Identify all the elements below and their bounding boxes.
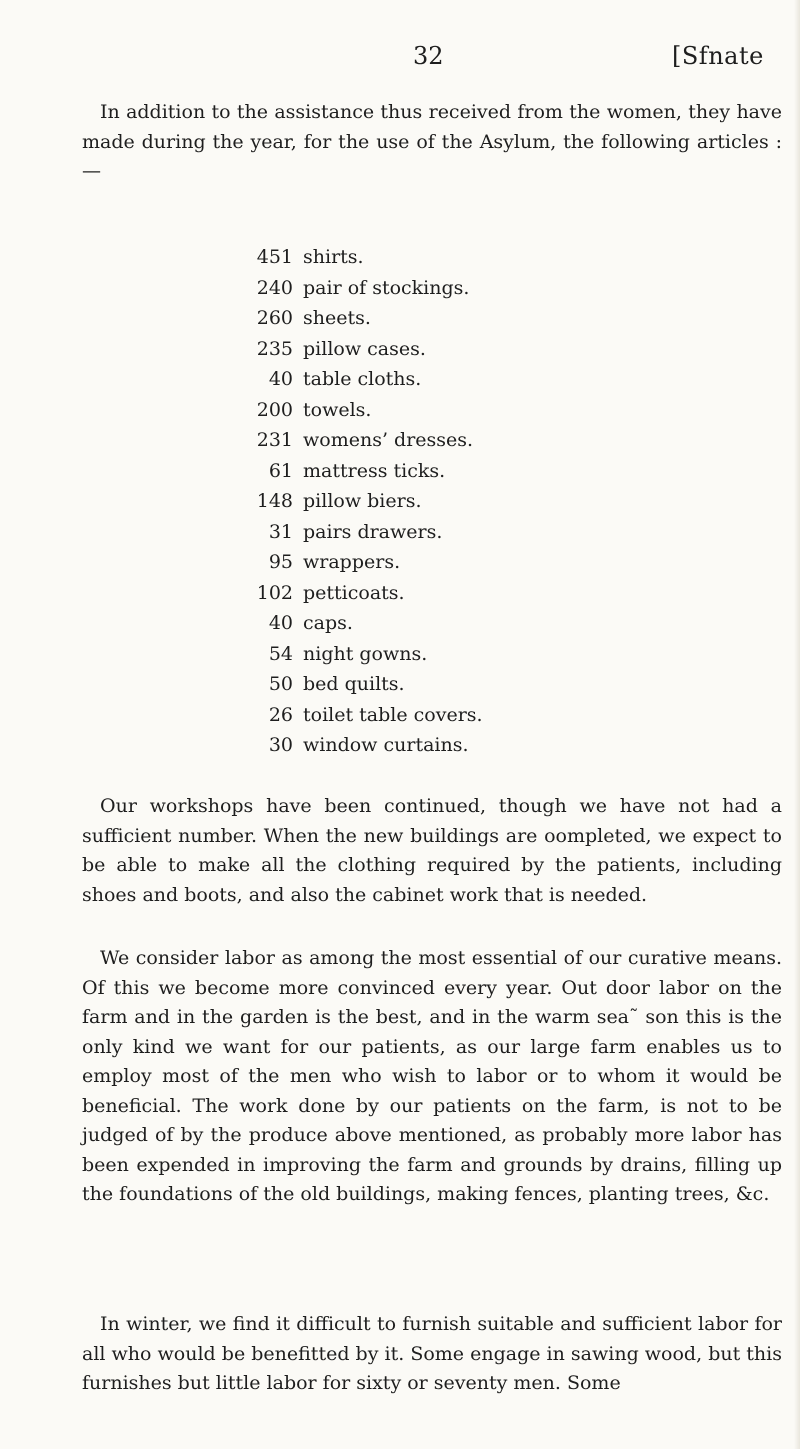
article-name: shirts. [303, 246, 364, 268]
article-name: bed quilts. [303, 673, 405, 695]
article-quantity: 148 [256, 490, 293, 512]
article-item [245, 700, 483, 731]
article-quantity: 40 [268, 612, 293, 634]
article-item [245, 517, 483, 548]
article-quantity: 102 [256, 581, 293, 604]
article-item [245, 334, 483, 365]
article-name: towels. [303, 398, 372, 421]
article-name: mattress ticks. [303, 459, 446, 482]
article-item [245, 303, 483, 334]
article-quantity: 200 [256, 398, 293, 421]
article-name: pairs drawers. [303, 520, 443, 543]
article-item [245, 547, 483, 578]
article-name: sheets. [303, 307, 371, 329]
article-name: toilet table covers. [303, 703, 483, 726]
article-quantity: 451 [256, 246, 293, 268]
article-quantity: 95 [268, 551, 293, 573]
article-item [245, 242, 483, 273]
article-name: caps. [303, 612, 353, 634]
article-item [245, 486, 483, 517]
intro-paragraph: In addition to the assistance thus received from the women, they have made during the year, for the use of the Asylum, the following articles :— [82, 101, 782, 182]
winter-paragraph: In winter, we find it difficult to furnish suitable and sufficient labor for all who would be benefitted by it. Some engage in sawing wood, but this furnishes but little labor for sixty or seventy men. Some [82, 1313, 782, 1394]
page-number: 32 [413, 42, 444, 70]
article-item [245, 578, 483, 609]
article-item [245, 608, 483, 639]
article-quantity: 61 [268, 459, 293, 482]
article-quantity: 50 [268, 673, 293, 695]
articles-list [245, 242, 483, 761]
article-item [245, 669, 483, 700]
article-quantity: 40 [268, 368, 293, 390]
page-header [0, 42, 800, 82]
article-name: night gowns. [303, 642, 428, 665]
article-item [245, 456, 483, 487]
article-quantity: 54 [268, 642, 293, 665]
article-item [245, 364, 483, 395]
article-name: pillow biers. [303, 490, 422, 512]
article-quantity: 31 [268, 520, 293, 543]
article-name: petticoats. [303, 581, 405, 604]
labor-paragraph: We consider labor as among the most essential of our curative means. Of this we become more convinced every year. Out door labor on the farm and in the garden is the best, and in the warm sea˜ son this is the only kind we want for our patients, as our large farm enables us to employ most of the men who wish to labor or to whom it would be beneficial. The work done by our patients on the farm, is not to be judged of by the produce above mentioned, as probably more labor has been expended in improving the farm and grounds by drains, filling up the foundations of the old buildings, making fences, planting trees, &c. [82, 947, 782, 1205]
article-item [245, 730, 483, 761]
article-name: table cloths. [303, 368, 422, 390]
page-edge-shadow [794, 0, 800, 1449]
article-item [245, 273, 483, 304]
article-name: wrappers. [303, 551, 401, 573]
article-name: womens’ dresses. [303, 429, 474, 451]
article-quantity: 260 [256, 307, 293, 329]
article-item [245, 639, 483, 670]
article-item [245, 395, 483, 426]
article-item [245, 425, 483, 456]
article-quantity: 231 [256, 429, 293, 451]
article-name: pair of stockings. [303, 276, 470, 299]
running-head: [Sfnate [672, 42, 764, 70]
workshops-paragraph: Our workshops have been continued, though we have not had a sufficient number. When the new buildings are oompleted, we expect to be able to make all the clothing required by the patients, including shoes and boots, and also the cabinet work that is needed. [82, 795, 782, 906]
article-quantity: 26 [268, 703, 293, 726]
article-name: pillow cases. [303, 337, 426, 360]
article-quantity: 235 [256, 337, 293, 360]
article-quantity: 30 [268, 734, 293, 756]
article-quantity: 240 [256, 276, 293, 299]
article-name: window curtains. [303, 734, 469, 756]
